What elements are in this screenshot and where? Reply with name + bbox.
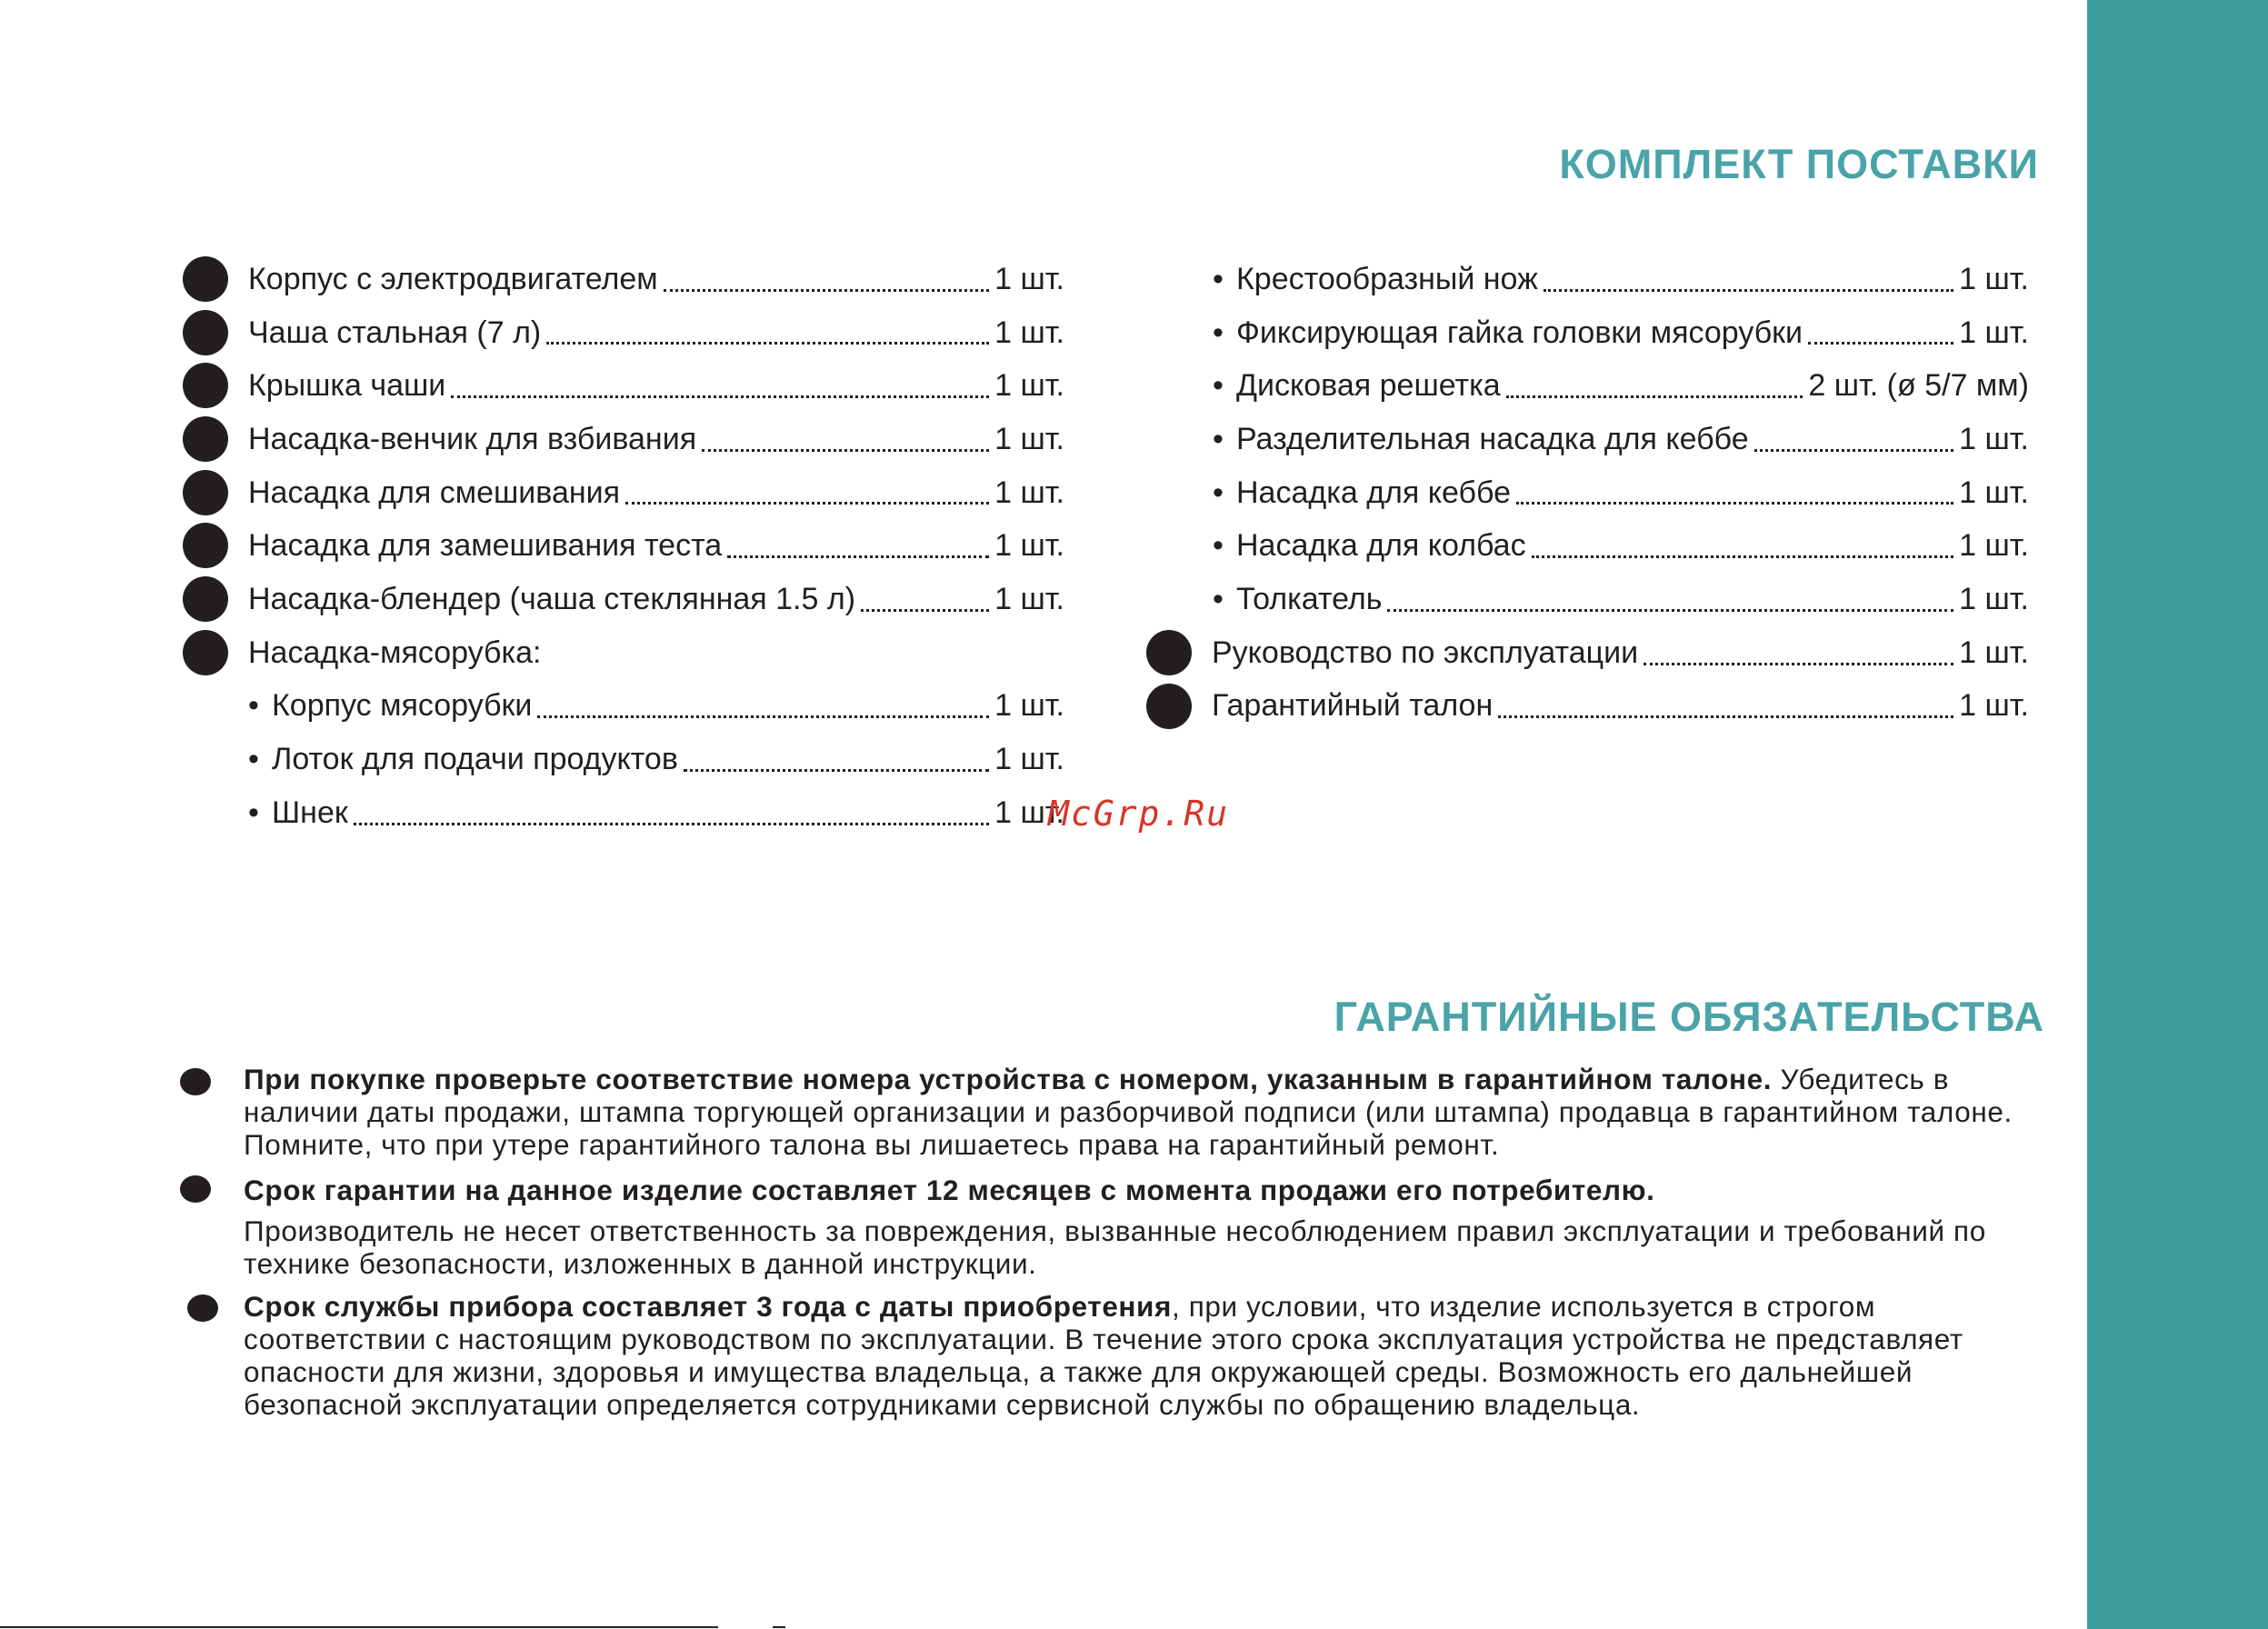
list-item (248, 359, 1064, 413)
footer-rule (0, 1626, 718, 1628)
dot-leader (861, 609, 989, 612)
list-item (248, 253, 1064, 306)
warranty-heading: ГАРАНТИЙНЫЕ ОБЯЗАТЕЛЬСТВА (1334, 994, 2044, 1040)
warranty-paragraph-2 (244, 1174, 2016, 1206)
dot-leader (1808, 342, 1953, 345)
list-subitem (1213, 519, 2029, 573)
item-label: Насадка-венчик для взбивания (248, 421, 697, 456)
item-label: Насадка для замешивания теста (248, 528, 723, 564)
bullet-icon (183, 470, 228, 515)
bullet-icon (183, 363, 228, 408)
item-qty: 1 шт. (994, 368, 1064, 404)
paragraph-bold: При покупке проверьте соответствие номера устройства с номером, указанным в гарантийном талоне. (244, 1063, 1773, 1095)
dot-leader (1644, 663, 1953, 665)
dot-leader (546, 342, 989, 345)
item-label: • Фиксирующая гайка головки мясорубки (1213, 315, 1803, 351)
item-qty: 1 шт. (1959, 261, 2029, 296)
item-qty: 1 шт. (994, 528, 1064, 564)
item-qty: 1 шт. (1959, 635, 2029, 670)
dot-leader (451, 395, 989, 398)
paragraph-bold: Срок гарантии на данное изделие составляет 12 месяцев с момента продажи его потребителю. (244, 1174, 1655, 1206)
item-label: Гарантийный талон (1212, 688, 1494, 724)
dot-leader (1754, 449, 1953, 452)
list-subitem (248, 680, 1064, 734)
item-qty: 1 шт. (1959, 581, 2029, 616)
bullet-icon (180, 1175, 211, 1203)
watermark: McGrp.Ru (1048, 794, 1230, 834)
list-item (1212, 626, 2029, 680)
list-subitem (1213, 306, 2029, 360)
item-qty: 1 шт. (994, 315, 1064, 350)
item-label: Крышка чаши (248, 368, 446, 404)
dot-leader (664, 289, 990, 292)
dot-leader (1516, 502, 1953, 505)
paragraph-text: Производитель не несет ответственность за повреждения, вызванные несоблюдением правил эксплуатации и требований по технике безопасности, изложенных в данной инструкции. (244, 1214, 1986, 1280)
dot-leader (625, 502, 989, 505)
item-qty: 1 шт. (1959, 315, 2029, 350)
item-qty: 1 шт. (1959, 421, 2029, 456)
item-label: • Насадка для колбас (1213, 528, 1526, 564)
item-label: Чаша стальная (7 л) (248, 315, 542, 350)
list-item (248, 466, 1064, 520)
item-qty: 1 шт. (994, 261, 1064, 296)
list-subitem (248, 786, 1064, 840)
bullet-icon (187, 1294, 218, 1322)
list-item (248, 573, 1064, 626)
item-qty: 2 шт. (ø 5/7 мм) (1808, 368, 2029, 404)
list-subitem (1213, 413, 2029, 466)
item-label: • Толкатель (1213, 582, 1382, 617)
item-label: • Дисковая решетка (1213, 368, 1501, 404)
dot-leader (727, 555, 989, 558)
item-label: Насадка-мясорубка: (248, 635, 542, 670)
dot-leader (1498, 715, 1953, 718)
side-color-band (2087, 0, 2268, 1629)
item-qty: 1 шт. (994, 421, 1064, 456)
dot-leader (1544, 289, 1953, 292)
kit-heading: КОМПЛЕКТ ПОСТАВКИ (1559, 141, 2039, 187)
item-label: • Лоток для подачи продуктов (248, 742, 678, 777)
dot-leader (354, 823, 989, 825)
item-qty: 1 шт. (1959, 688, 2029, 724)
paragraph-text: , при условии, что изделие используется в строгом соответствии с настоящим руководством по эксплуатации. В течение этого срока эксплуатация устройства не представляет опасности для жизни, здоровья и имущества владельца, а также для окружающей среды. Возможность его дальнейшей безопасной эксплуатации определяется сотрудниками сервисной службы по обращению владельца. (244, 1290, 1963, 1421)
item-qty: 1 шт. (994, 475, 1064, 510)
dot-leader (1387, 609, 1953, 612)
item-label: Насадка-блендер (чаша стеклянная 1.5 л) (248, 581, 856, 616)
warranty-paragraph-4 (244, 1290, 2016, 1421)
item-qty: 1 шт. (994, 742, 1064, 777)
bullet-icon (183, 523, 228, 568)
list-item (248, 306, 1064, 360)
list-subitem (1213, 253, 2029, 306)
warranty-paragraph-1 (244, 1063, 2016, 1161)
list-item (248, 519, 1064, 573)
dot-leader (1532, 555, 1954, 558)
list-subitem (1213, 573, 2029, 626)
paragraph-bold: Срок службы прибора составляет 3 года с даты приобретения (244, 1290, 1173, 1323)
item-qty: 1 шт. (994, 581, 1064, 616)
bullet-icon (183, 310, 228, 355)
item-qty: 1 шт. (994, 688, 1064, 724)
item-label: Насадка для смешивания (248, 475, 621, 510)
paragraph-text: Убедитесь в наличии даты продажи, штампа торгующей организации и разборчивой подписи (или штампа) продавца в гарантийном талоне. Помните, что при утере гарантийного талона вы лишаетесь права на гарантийный ремонт. (244, 1063, 2013, 1161)
footer-tick (773, 1626, 785, 1628)
item-label: • Крестообразный нож (1213, 262, 1538, 297)
bullet-icon (1146, 684, 1192, 729)
list-item (248, 413, 1064, 466)
kit-list-right (1213, 253, 2029, 733)
list-subitem (1213, 466, 2029, 520)
item-label: • Насадка для кеббе (1213, 475, 1511, 511)
item-label: • Шнек (248, 795, 348, 831)
bullet-icon (1146, 630, 1192, 675)
list-subitem (1213, 359, 2029, 413)
bullet-icon (180, 1068, 211, 1095)
bullet-icon (183, 416, 228, 462)
item-label: • Разделительная насадка для кеббе (1213, 422, 1749, 457)
item-qty: 1 шт. (994, 795, 1064, 830)
dot-leader (702, 449, 989, 452)
list-item (248, 626, 1064, 680)
list-item (1212, 680, 2029, 734)
item-label: • Корпус мясорубки (248, 688, 532, 724)
list-subitem (248, 733, 1064, 786)
item-qty: 1 шт. (1959, 475, 2029, 510)
item-label: Руководство по эксплуатации (1212, 635, 1639, 670)
bullet-icon (183, 256, 228, 302)
bullet-icon (183, 576, 228, 622)
item-label: Корпус с электродвигателем (248, 261, 658, 296)
warranty-paragraph-3 (244, 1214, 2016, 1280)
dot-leader (684, 769, 989, 772)
bullet-icon (183, 630, 228, 675)
kit-list-left (248, 253, 1064, 840)
dot-leader (537, 715, 989, 718)
item-qty: 1 шт. (1959, 528, 2029, 564)
dot-leader (1506, 395, 1803, 398)
